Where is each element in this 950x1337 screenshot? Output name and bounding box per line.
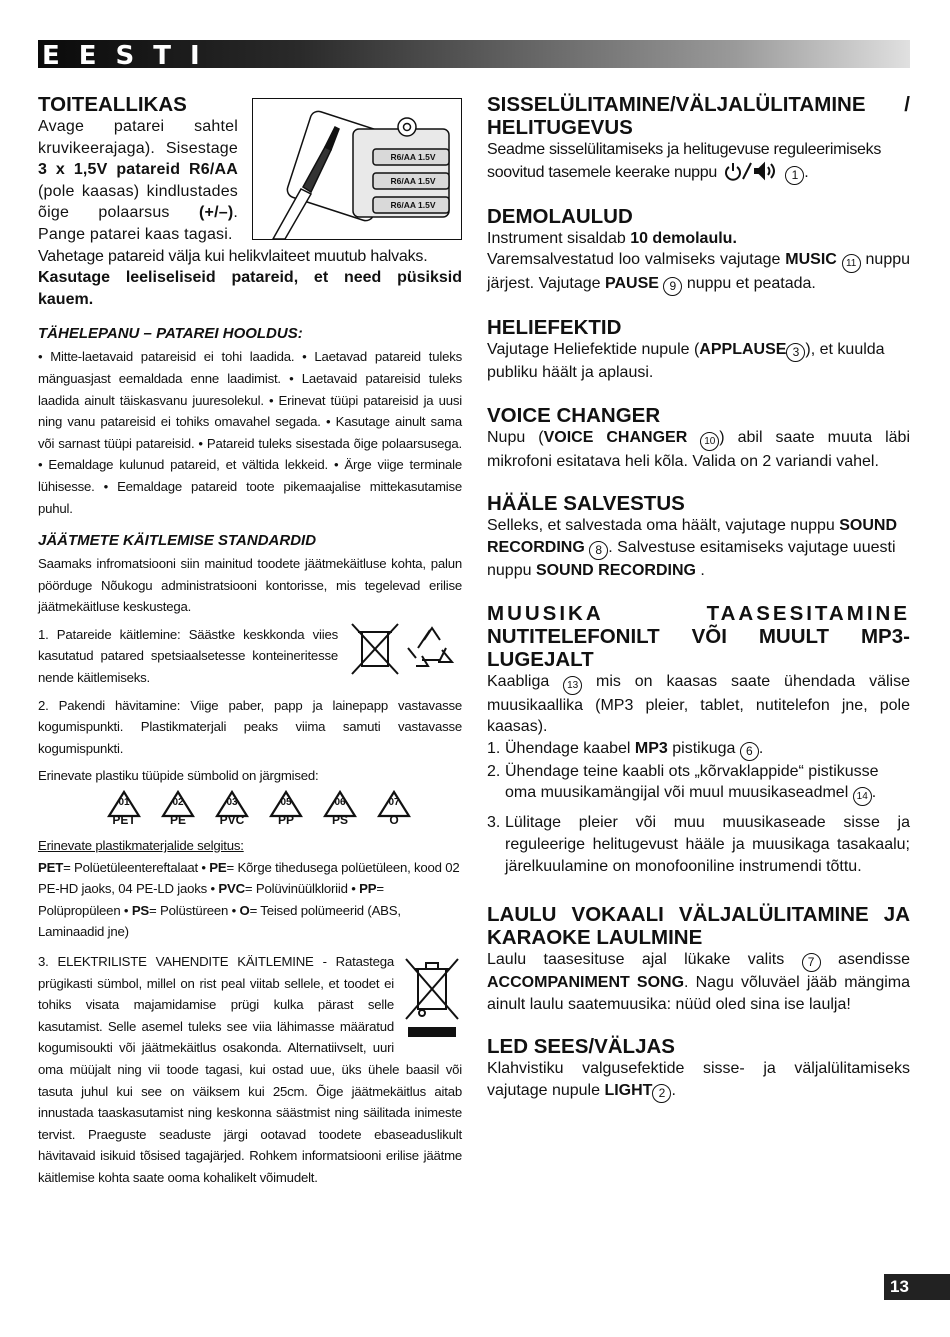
control-number-13: 13 — [563, 676, 582, 695]
accompaniment-song-label: ACCOMPANIMENT SONG — [487, 974, 685, 992]
sound-recording-label: SOUND RECORDING — [487, 517, 898, 556]
voice-text — [487, 427, 910, 473]
step-text: Ühendage teine kaabli ots „kõrvaklappide“ pistikusse oma muusikamängijal või muul muusikaseadmel — [505, 762, 879, 802]
step-end: . — [758, 739, 764, 757]
language-title: EESTI — [42, 41, 219, 71]
step-text: Ühendage kaabel — [505, 739, 635, 757]
jaatmed-item-1: 1. Patareide käitlemine: Säästke keskkonda viies kasutatud patared spetsiaalsetesse konteineritesse nende käitlemiseks. — [38, 626, 338, 686]
music-button-label: MUSIC — [785, 251, 837, 269]
explain-def: = Teised polümeerid (ABS, Laminaadid jne) — [38, 902, 401, 940]
toiteallikas-replace-text: Vahetage patareid välja kui helikvlaiteet muutub halvaks. — [38, 247, 428, 265]
voice-text-c: ) abil saate muuta läbi mikrofoni esitatava heli kõla. Valida on 2 variandi vahel. — [487, 428, 911, 470]
muusika-heading-line-3: LUGEJALT — [487, 647, 594, 671]
muusika-heading-2c: MUULT — [758, 624, 830, 648]
battery-label-1: R6/AA 1.5V — [390, 152, 436, 162]
battery-label-3: R6/AA 1.5V — [390, 200, 436, 210]
demo-text-2e: nuppu et peatada. — [682, 275, 816, 293]
pause-button-label: PAUSE — [605, 275, 659, 293]
plastic-symbol — [372, 789, 416, 827]
muusika-intro-a: Kaabliga — [487, 672, 564, 690]
left-column — [38, 93, 462, 1189]
control-number-3: 3 — [786, 343, 805, 362]
power-volume-icon — [721, 161, 781, 181]
muusika-intro-b: mis on kaasas saate ühendada välise muusikaallika (MP3 pleier, tablet, nutitelefon jne, pole kaasas). — [487, 672, 911, 736]
jaatmed-intro: Saamaks infromatsiooni siin mainitud toodete jäätmekäitluse kohta, palun pöörduge Nõukogu administratsiooni kontorisse, mis tegelevad erilise jäätmekäitluse keskustega. — [38, 556, 462, 615]
battery-label-2: R6/AA 1.5V — [390, 176, 436, 186]
muusika-intro — [487, 671, 910, 738]
explain-abbr: PE — [209, 859, 227, 875]
explain-heading: Erinevate plastikmaterjalide selgitus: — [38, 838, 244, 854]
power-heading: SISSELÜLITAMINE/VÄLJALÜLITAMINE — [487, 93, 866, 116]
plastic-symbol-label: PET — [112, 813, 136, 828]
explain-abbr: PVC — [218, 881, 245, 897]
jaatmed-heading: JÄÄTMETE KÄITLEMISE STANDARDID — [38, 532, 317, 550]
muusika-steps — [487, 738, 910, 877]
explain-text — [38, 857, 462, 943]
explain-def: = Kõrge tihedusega polüetüleen, kood 02 PE-HD jaoks, 04 PE-LD jaoks • — [38, 859, 460, 897]
control-number-1: 1 — [785, 166, 804, 185]
power-text: Seadme sisselülitamiseks ja helitugevuse reguleerimiseks soovitud tasemele keerake nuppu 1 . — [487, 139, 910, 185]
explain-def: = Polüvinüülkloriid • — [244, 881, 360, 897]
explain-def: = Polüstüreen • — [149, 902, 240, 918]
plastic-symbol — [210, 789, 254, 827]
control-number-8: 8 — [589, 541, 608, 560]
heli-text — [487, 339, 910, 384]
muusika-heading-2a: NUTITELEFONILT — [487, 624, 660, 648]
step-number: 2. — [487, 762, 501, 780]
plastic-symbol-num: 05 — [280, 797, 292, 809]
power-description: Seadme sisselülitamiseks ja helitugevuse reguleerimiseks soovitud tasemele keerake nuppu — [487, 141, 882, 181]
voice-heading: VOICE CHANGER — [487, 403, 661, 427]
plastic-symbols-row — [102, 789, 462, 827]
control-number-14: 14 — [853, 787, 872, 806]
battery-bin-recycle-icon — [346, 620, 462, 678]
demo-text-2a: Varemsalvestatud loo valmiseks vajutage — [487, 251, 786, 269]
muusika-heading-1a: MUUSIKA — [487, 601, 604, 625]
plastic-symbol-label: O — [389, 813, 399, 828]
plastic-symbol-num: 03 — [226, 797, 238, 809]
muusika-heading-2d: MP3- — [860, 624, 910, 648]
plastic-symbol — [264, 789, 308, 827]
plastic-symbol-label: PVC — [219, 813, 245, 828]
heli-text-a: Vajutage Heliefektide nupule ( — [487, 341, 700, 359]
salvestus-text-a: Selleks, et salvestada oma häält, vajutage nuppu — [487, 517, 840, 535]
toiteallikas-paragraph — [38, 116, 238, 246]
step-text: Lülitage pleier või muu muusikaseade sisse ja reguleerige helitugevust hääle ja muusikaga tasakaalu; järelkuulamine on monofooniline instrumendi tõttu. — [505, 814, 910, 875]
jaatmed-symbols-intro: Erinevate plastiku tüüpide sümbolid on järgmised: — [38, 768, 319, 784]
toiteallikas-polarity: (+/–) — [199, 204, 234, 222]
crossed-out-wheelie-bin-icon — [402, 957, 462, 1039]
control-number-9: 9 — [663, 277, 682, 296]
list-item — [487, 738, 910, 761]
right-column — [487, 93, 910, 1103]
laulu-heading: LAULU VOKAALI VÄLJALÜLITAMINE JA KARAOKE LAULMINE — [487, 903, 910, 950]
demo-heading: DEMOLAULUD — [487, 204, 633, 228]
salvestus-heading: HÄÄLE SALVESTUS — [487, 492, 685, 516]
step-number: 1. — [487, 739, 501, 757]
control-number-11: 11 — [842, 254, 861, 273]
toiteallikas-text-c: (pole kaasas) kindlustades õige polaarsus — [38, 182, 238, 222]
page-number: 13 — [884, 1274, 950, 1300]
explain-def: = Polüpropüleen • — [38, 881, 384, 918]
muusika-heading-1b: TAASESITAMINE — [706, 601, 910, 625]
explain-abbr: PP — [359, 881, 377, 897]
led-text-c: . — [671, 1081, 676, 1099]
toiteallikas-battery-spec: 3 x 1,5V patareid R6/AA — [38, 161, 238, 179]
muusika-heading-line-1 — [487, 602, 910, 625]
explain-def: = Polüetüleentereftalaat • — [63, 859, 210, 875]
toiteallikas-alkaline-text: Kasutage leeliseliseid patareid, et need püsiksid kauem. — [38, 269, 462, 308]
plastic-symbol — [318, 789, 362, 827]
salvestus-text-e: . — [695, 561, 705, 579]
step-number: 3. — [487, 814, 501, 832]
led-text-a: Klahvistiku valgusefektide sisse- ja väljalülitamiseks vajutage nupule — [487, 1060, 910, 1099]
heli-heading: HELIEFEKTID — [487, 316, 622, 340]
voice-text-a: Nupu ( — [487, 428, 544, 446]
plastic-symbol-num: 07 — [388, 797, 400, 809]
laulu-text-a: Laulu taasesituse ajal lükake valits — [487, 951, 802, 969]
hooldus-heading: TÄHELEPANU – PATAREI HOOLDUS: — [38, 325, 303, 343]
demo-text-1a: Instrument sisaldab — [487, 229, 631, 247]
laulu-text-b: asendisse — [820, 951, 910, 969]
power-heading-slash: / — [904, 93, 910, 116]
demo-text-2 — [487, 249, 910, 296]
plastic-symbol-num: 01 — [118, 797, 130, 809]
muusika-heading-line-2 — [487, 625, 910, 648]
voice-changer-label: VOICE CHANGER — [543, 428, 688, 446]
explain-abbr: O — [239, 902, 250, 918]
toiteallikas-text-e: . Pange patarei kaas tagasi. — [38, 204, 238, 243]
demo-text-2c: nuppu järjest. Vajutage — [487, 251, 911, 293]
demo-text-1 — [487, 228, 910, 250]
salvestus-text — [487, 515, 910, 581]
plastic-symbol-num: 02 — [172, 797, 184, 809]
explain-abbr: PS — [131, 902, 150, 918]
volume-heading: HELITUGEVUS — [487, 116, 633, 139]
control-number-7: 7 — [802, 953, 821, 972]
salvestus-text-c: . Salvestuse esitamiseks vajutage uuesti nuppu — [487, 538, 896, 579]
list-item — [487, 761, 910, 807]
toiteallikas-heading: TOITEALLIKAS — [38, 93, 187, 116]
plastic-symbol — [102, 789, 146, 827]
led-heading: LED SEES/VÄLJAS — [487, 1035, 675, 1059]
language-header-bar — [38, 40, 910, 71]
jaatmed-item-2: 2. Pakendi hävitamine: Viige paber, papp ja lainepapp vastavasse kogumispunkti. Plastikmaterjali peaks viima samuti vastavasse kogumispunkti. — [38, 697, 462, 756]
control-number-6: 6 — [740, 742, 759, 761]
list-item — [487, 812, 910, 877]
sound-recording-label-2: SOUND RECORDING — [535, 561, 696, 579]
toiteallikas-text-a: Avage patarei sahtel kruvikeerajaga). Sisestage — [38, 118, 238, 157]
control-number-10: 10 — [700, 432, 719, 451]
power-heading-line — [487, 93, 910, 116]
step-text-c: pistikuga — [667, 739, 740, 757]
plastic-symbol-label: PS — [331, 813, 348, 828]
plastic-symbol-label: PP — [277, 813, 294, 828]
control-number-2: 2 — [652, 1084, 671, 1103]
plastic-symbol-num: 06 — [334, 797, 346, 809]
mp3-label: MP3 — [634, 739, 668, 757]
light-button-label: LIGHT — [604, 1081, 653, 1099]
heli-text-c: ), et kuulda publiku häält ja aplausi. — [487, 341, 885, 382]
laulu-text — [487, 949, 910, 1015]
plastic-symbol — [156, 789, 200, 827]
hooldus-text: • Mitte-laetavaid patareisid ei tohi laadida. • Laetavad patareid tuleks mänguasjast eemaldada enne laadimist. • Laetavaid patareisid tuleks laadida ainult täiskasvanu juuresolekul. • Erinevat tüüpi patareisid ja uusi ning vanu patareisid ei tohiks omavahel segada. • Kasutage ainult sama või sarnast tüüpi patareisid. • Patareid tuleks sisestada õige polaarsusega. • Eemaldage kulunud patareid, et vältida lekkeid. • Ärge viige terminale lühisesse. • Eemaldage patareid toote pikemaajalise mittekasutamise puhul. — [38, 349, 462, 516]
applause-button-label: APPLAUSE — [699, 341, 787, 359]
jaatmed-item-3: 3. ELEKTRILISTE VAHENDITE KÄITLEMINE - Ratastega prügikasti sümbol, millel on rist peal viitab sellele, et toodet ei tohiks visata majamidamise prügi kulka pärast selle kasutamist. Selle asemel tuleks see viia lähimasse määratud kogumisoukti või jäätmekäitlus osakonda. Alternatiivselt, uuri oma müüjalt ning vii toode tagasi, kui ostad uue, üks ühele baasil või tasuta juhul kui see on väiksem kui 25cm. Õige jäätmekäitlus aitab innustada taaskasutamist ning keskonna säästmist ning säilitada inimeste tervist. Praeguste seaduste järgi ootavad toodete ebaseaduslikult hävitavaid isikuid tõsised tagajärjed. Rohkem informatsiooni erilise jäätme käitlemise kohta saate ooma kohalikelt võimudelt. — [38, 954, 462, 1185]
muusika-heading-2b: VÕI — [691, 624, 727, 648]
explain-abbr: PET — [38, 859, 64, 875]
laulu-text-d: . Nagu võluväel jääb mängima ainult laulu saatemuusika: nüüd oled sina ise laulja! — [487, 974, 910, 1013]
plastic-symbol-label: PE — [169, 813, 186, 828]
demo-count: 10 demolaulu. — [630, 229, 737, 247]
led-text — [487, 1058, 910, 1103]
step-end: . — [871, 784, 877, 802]
